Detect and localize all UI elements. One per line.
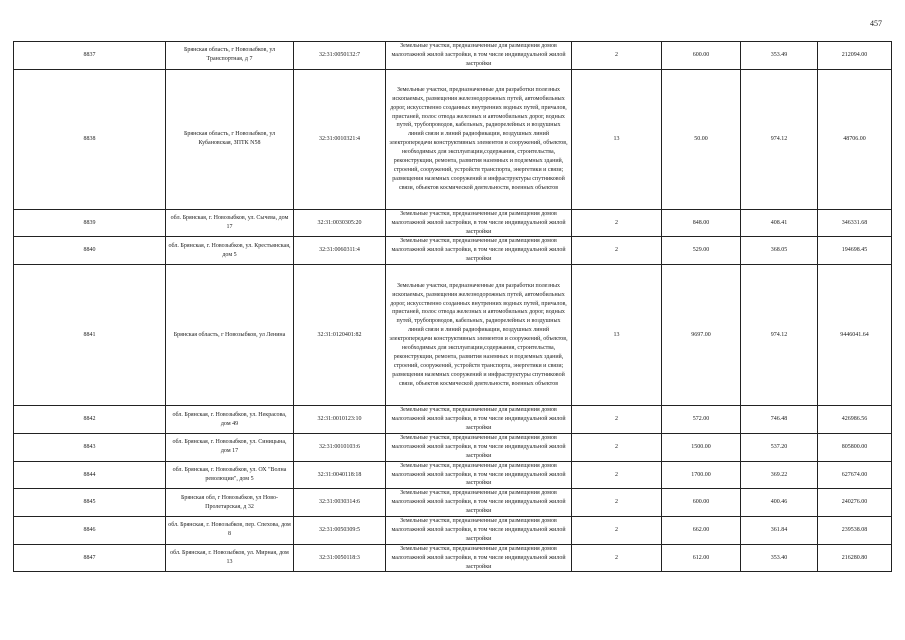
cadastral-number-cell: 32:31:0050309:5 (294, 517, 386, 545)
rate-cell: 537.20 (741, 433, 818, 461)
cadastral-value-cell: 240276.00 (818, 489, 892, 517)
cadastral-value-cell: 805800.00 (818, 433, 892, 461)
cadastral-value-cell: 9446041.64 (818, 265, 892, 406)
row-number: 8840 (14, 237, 166, 265)
cadastral-value-cell: 346331.68 (818, 209, 892, 237)
group-cell: 13 (572, 69, 662, 209)
area-cell: 572.00 (662, 406, 741, 434)
land-use-cell: Земельные участки, предназначенные для размещения домов малоэтажной жилой застройки, в том числе индивидуальной жилой застройки (386, 209, 572, 237)
group-cell: 2 (572, 544, 662, 572)
row-number: 8842 (14, 406, 166, 434)
group-cell: 2 (572, 237, 662, 265)
row-number: 8847 (14, 544, 166, 572)
rate-cell: 974.12 (741, 265, 818, 406)
row-number: 8839 (14, 209, 166, 237)
row-number: 8841 (14, 265, 166, 406)
group-cell: 2 (572, 433, 662, 461)
address-cell: обл. Брянская, г. Новозыбков, пер. Спехова, дом 8 (166, 517, 294, 545)
address-cell: Брянская обл, г Новозыбков, ул Ново-Пролетарская, д 32 (166, 489, 294, 517)
address-cell: Брянская область, г Новозыбков, ул Кубановская, ЗПТК N58 (166, 69, 294, 209)
address-cell: Брянская область, г Новозыбков, ул Ленина (166, 265, 294, 406)
cadastral-value-cell: 216280.80 (818, 544, 892, 572)
rate-cell: 369.22 (741, 461, 818, 489)
table-row (14, 209, 892, 237)
area-cell: 1700.00 (662, 461, 741, 489)
cadastral-number-cell: 32:31:0040118:18 (294, 461, 386, 489)
group-cell: 2 (572, 406, 662, 434)
cadastral-number-cell: 32:31:0010321:4 (294, 69, 386, 209)
rate-cell: 361.84 (741, 517, 818, 545)
cadastral-number-cell: 32:31:0060311:4 (294, 237, 386, 265)
rate-cell: 408.41 (741, 209, 818, 237)
rate-cell: 368.05 (741, 237, 818, 265)
table-row (14, 69, 892, 209)
land-use-cell: Земельные участки, предназначенные для размещения домов малоэтажной жилой застройки, в том числе индивидуальной жилой застройки (386, 237, 572, 265)
row-number: 8838 (14, 69, 166, 209)
area-cell: 612.00 (662, 544, 741, 572)
cadastral-number-cell: 32:31:0030314:6 (294, 489, 386, 517)
area-cell: 9697.00 (662, 265, 741, 406)
address-cell: обл. Брянская, г. Новозыбков, ул. Мирная, дом 13 (166, 544, 294, 572)
cadastral-number-cell: 32:31:0010103:6 (294, 433, 386, 461)
table-row (14, 406, 892, 434)
land-use-cell: Земельные участки, предназначенные для размещения домов малоэтажной жилой застройки, в том числе индивидуальной жилой застройки (386, 461, 572, 489)
area-cell: 1500.00 (662, 433, 741, 461)
area-cell: 50.00 (662, 69, 741, 209)
group-cell: 2 (572, 489, 662, 517)
rate-cell: 746.48 (741, 406, 818, 434)
row-number: 8837 (14, 42, 166, 70)
area-cell: 662.00 (662, 517, 741, 545)
rate-cell: 400.46 (741, 489, 818, 517)
group-cell: 13 (572, 265, 662, 406)
table-row (14, 237, 892, 265)
cadastral-number-cell: 32:31:0050118:3 (294, 544, 386, 572)
rate-cell: 353.40 (741, 544, 818, 572)
cadastral-number-cell: 32:31:0120401:82 (294, 265, 386, 406)
cadastral-value-cell: 212094.00 (818, 42, 892, 70)
table-row (14, 461, 892, 489)
cadastral-value-cell: 627674.00 (818, 461, 892, 489)
table-row (14, 433, 892, 461)
table-row (14, 544, 892, 572)
address-cell: обл. Брянская, г. Новозыбков, ул. Некрасова, дом 49 (166, 406, 294, 434)
cadastral-value-cell: 239538.08 (818, 517, 892, 545)
row-number: 8844 (14, 461, 166, 489)
cadastral-number-cell: 32:31:0010123:10 (294, 406, 386, 434)
cadastral-value-cell: 194698.45 (818, 237, 892, 265)
group-cell: 2 (572, 517, 662, 545)
land-use-cell: Земельные участки, предназначенные для размещения домов малоэтажной жилой застройки, в том числе индивидуальной жилой застройки (386, 433, 572, 461)
cadastral-number-cell: 32:31:0030305:20 (294, 209, 386, 237)
land-use-cell: Земельные участки, предназначенные для разработки полезных ископаемых, размещения железнодорожных путей, автомобильных дорог, искусственно созданных внутренних водных путей, причалов, пристаней, полос отвода железных и автомобильных дорог, водных путей, трубопроводов, кабельных, радиорелейных и воздушных линий связи и линий радиофикации, воздушных линий электропередачи конструктивных элементов и сооружений, объектов, необходимых для эксплуатации,содержания, строительства, реконструкции, ремонта, развития наземных и подземных зданий, строений, сооружений, устройств транспорта, энергетики и связи; размещения наземных сооружений и инфраструктуры спутниковой связи, объектов космической деятельности, военных объектов (386, 69, 572, 209)
address-cell: обл. Брянская, г. Новозыбков, ул. Синицына, дом 17 (166, 433, 294, 461)
area-cell: 848.00 (662, 209, 741, 237)
page-number: 457 (870, 19, 882, 28)
row-number: 8845 (14, 489, 166, 517)
table-row (14, 265, 892, 406)
address-cell: обл. Брянская, г. Новозыбков, ул. Сычева, дом 17 (166, 209, 294, 237)
group-cell: 2 (572, 461, 662, 489)
cadastral-value-cell: 48706.00 (818, 69, 892, 209)
table-row (14, 517, 892, 545)
address-cell: Брянская область, г Новозыбков, ул Транспортная, д 7 (166, 42, 294, 70)
rate-cell: 974.12 (741, 69, 818, 209)
address-cell: обл. Брянская, г. Новозыбков, ул. ОХ "Волна революции", дом 5 (166, 461, 294, 489)
table-row (14, 489, 892, 517)
rate-cell: 353.49 (741, 42, 818, 70)
land-use-cell: Земельные участки, предназначенные для размещения домов малоэтажной жилой застройки, в том числе индивидуальной жилой застройки (386, 544, 572, 572)
area-cell: 600.00 (662, 489, 741, 517)
land-use-cell: Земельные участки, предназначенные для размещения домов малоэтажной жилой застройки, в том числе индивидуальной жилой застройки (386, 517, 572, 545)
land-use-cell: Земельные участки, предназначенные для размещения домов малоэтажной жилой застройки, в том числе индивидуальной жилой застройки (386, 406, 572, 434)
row-number: 8846 (14, 517, 166, 545)
land-use-cell: Земельные участки, предназначенные для разработки полезных ископаемых, размещения железнодорожных путей, автомобильных дорог, искусственно созданных внутренних водных путей, причалов, пристаней, полос отвода железных и автомобильных дорог, водных путей, трубопроводов, кабельных, радиорелейных и воздушных линий связи и линий радиофикации, воздушных линий электропередачи конструктивных элементов и сооружений, объектов, необходимых для эксплуатации,содержания, строительства, реконструкции, ремонта, развития наземных и подземных зданий, строений, сооружений, устройств транспорта, энергетики и связи; размещения наземных сооружений и инфраструктуры спутниковой связи, объектов космической деятельности, военных объектов (386, 265, 572, 406)
address-cell: обл. Брянская, г. Новозыбков, ул. Крестьянская, дом 5 (166, 237, 294, 265)
land-use-cell: Земельные участки, предназначенные для размещения домов малоэтажной жилой застройки, в том числе индивидуальной жилой застройки (386, 42, 572, 70)
table-row (14, 42, 892, 70)
group-cell: 2 (572, 42, 662, 70)
area-cell: 529.00 (662, 237, 741, 265)
area-cell: 600.00 (662, 42, 741, 70)
cadastral-number-cell: 32:31:0050132:7 (294, 42, 386, 70)
cadastral-value-table (13, 41, 892, 572)
cadastral-value-cell: 426986.56 (818, 406, 892, 434)
row-number: 8843 (14, 433, 166, 461)
group-cell: 2 (572, 209, 662, 237)
land-use-cell: Земельные участки, предназначенные для размещения домов малоэтажной жилой застройки, в том числе индивидуальной жилой застройки (386, 489, 572, 517)
